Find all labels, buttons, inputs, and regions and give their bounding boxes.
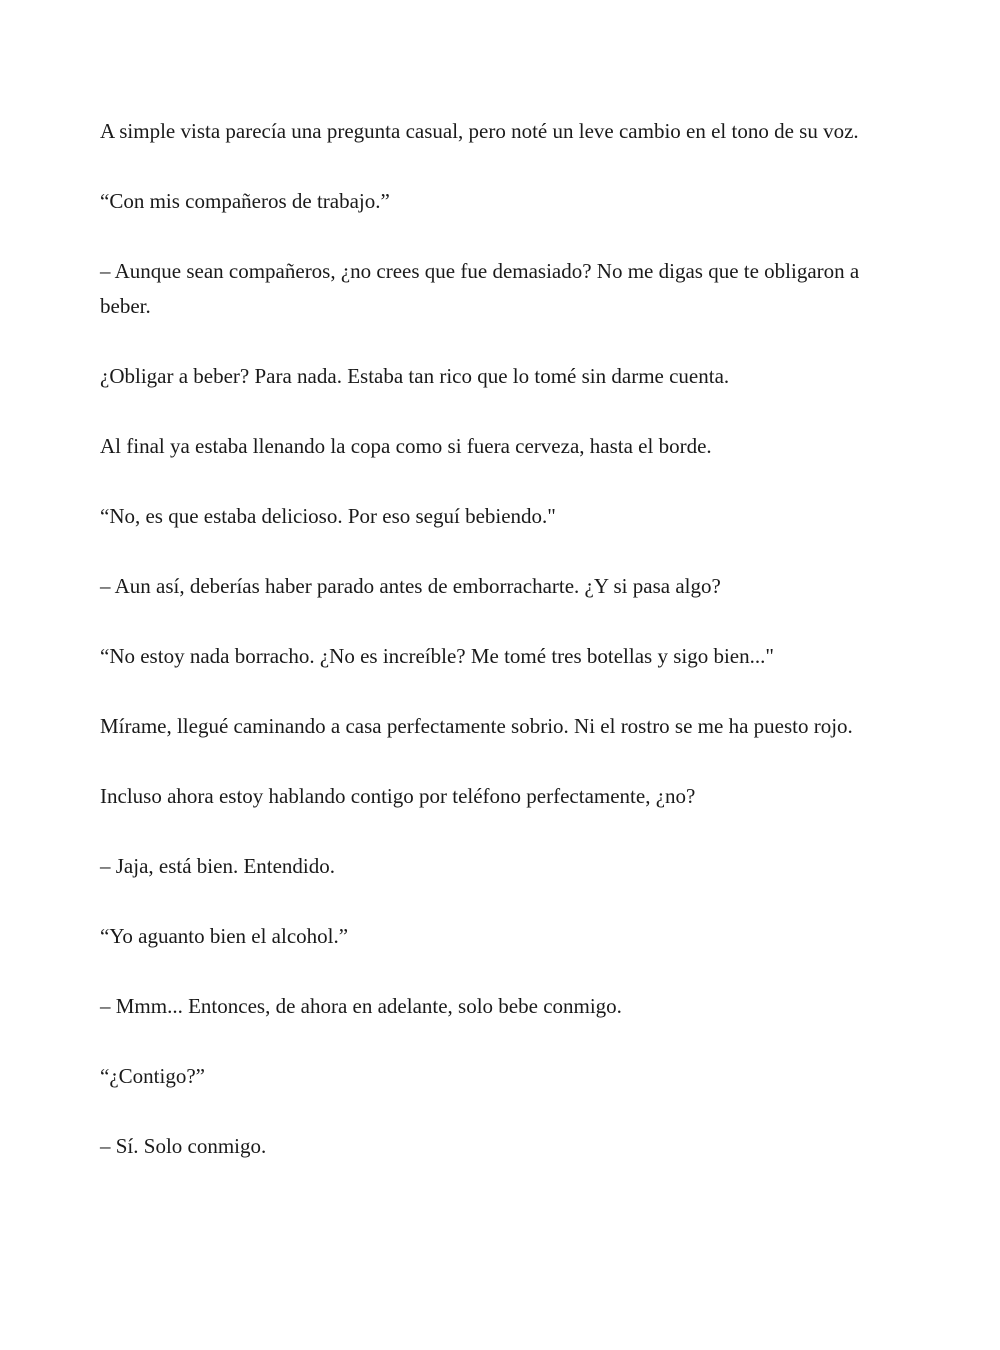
paragraph: – Jaja, está bien. Entendido. [100,854,336,878]
paragraph: “Yo aguanto bien el alcohol.” [100,924,349,948]
paragraph: Al final ya estaba llenando la copa como si fuera cerveza, hasta el borde. [100,434,712,458]
paragraph: – Aunque sean compañeros, ¿no crees que fue demasiado? No me digas que te obligaron a beber. [100,259,860,318]
paragraph: Incluso ahora estoy hablando contigo por teléfono perfectamente, ¿no? [100,784,696,808]
paragraph: “No, es que estaba delicioso. Por eso seguí bebiendo." [100,504,556,528]
paragraph: “¿Contigo?” [100,1064,205,1088]
paragraph: “No estoy nada borracho. ¿No es increíble? Me tomé tres botellas y sigo bien..." [100,644,774,668]
paragraph: – Mmm... Entonces, de ahora en adelante, solo bebe conmigo. [100,994,622,1018]
paragraph: “Con mis compañeros de trabajo.” [100,189,390,213]
paragraph: – Sí. Solo conmigo. [100,1134,267,1158]
paragraph: ¿Obligar a beber? Para nada. Estaba tan rico que lo tomé sin darme cuenta. [100,364,730,388]
document-page [100,114,910,1199]
paragraph: Mírame, llegué caminando a casa perfectamente sobrio. Ni el rostro se me ha puesto rojo. [100,714,853,738]
paragraph: A simple vista parecía una pregunta casual, pero noté un leve cambio en el tono de su voz. [100,119,859,143]
paragraph: – Aun así, deberías haber parado antes de emborracharte. ¿Y si pasa algo? [100,574,721,598]
